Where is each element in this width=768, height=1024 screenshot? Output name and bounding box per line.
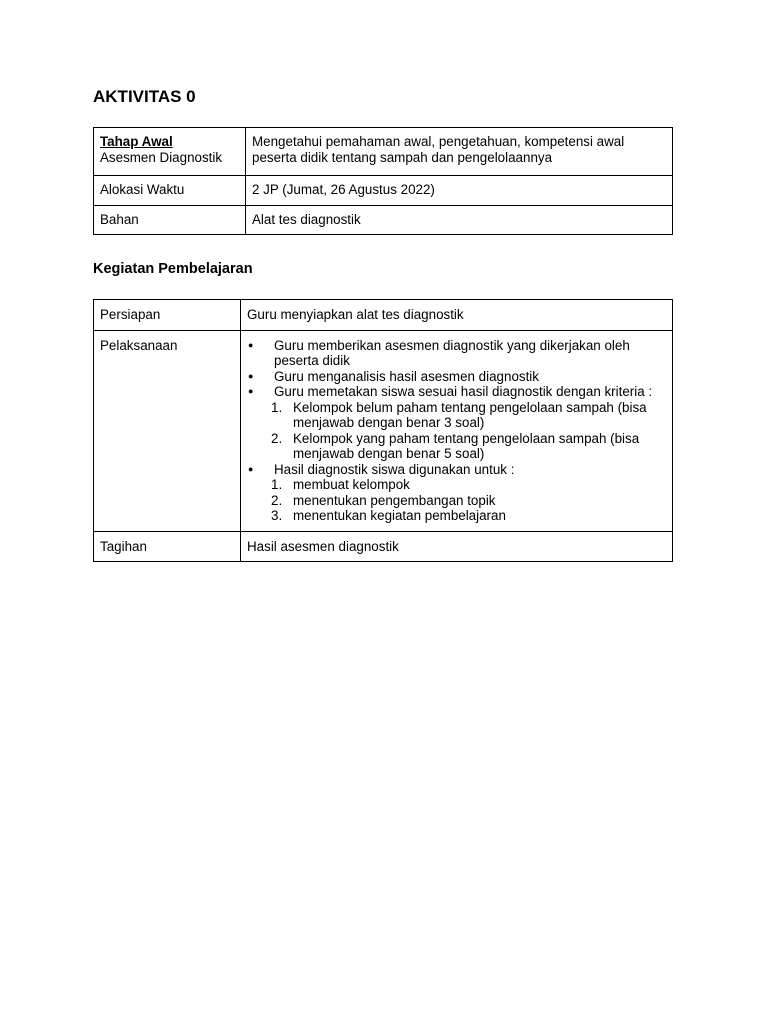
stage-cell (94, 128, 246, 176)
row-label: Persiapan (94, 300, 241, 331)
row-value: 2 JP (Jumat, 26 Agustus 2022) (246, 176, 673, 206)
info-table (93, 127, 673, 235)
table-row (94, 128, 673, 176)
row-label: Tagihan (94, 531, 241, 562)
row-value: Hasil asesmen diagnostik (241, 531, 673, 562)
table-row (94, 531, 673, 562)
list-item (271, 430, 666, 462)
list-number: 1. (271, 477, 283, 492)
stage-description: Mengetahui pemahaman awal, pengetahuan, kompetensi awal peserta didik tentang sampah dan pengelolaannya (246, 128, 673, 176)
numbered-list (271, 399, 666, 462)
list-item-text: Kelompok belum paham tentang pengelolaan sampah (bisa menjawab dengan benar 3 soal) (293, 399, 647, 430)
row-label: Bahan (94, 205, 246, 235)
stage-sub: Asesmen Diagnostik (100, 149, 223, 165)
list-item-text: Guru memberikan asesmen diagnostik yang dikerjakan oleh peserta didik (274, 337, 630, 368)
list-item (271, 492, 666, 509)
list-item-text: menentukan pengembangan topik (293, 492, 496, 508)
list-item-text: menentukan kegiatan pembelajaran (293, 508, 506, 523)
page-title: AKTIVITAS 0 (93, 87, 196, 106)
numbered-list (271, 477, 666, 524)
list-item-text: Kelompok yang paham tentang pengelolaan sampah (bisa menjawab dengan benar 5 soal) (293, 430, 640, 461)
table-row (94, 205, 673, 235)
list-item (247, 462, 666, 524)
table-row (94, 300, 673, 331)
table-row (94, 176, 673, 206)
list-item-text: Guru memetakan siswa sesuai hasil diagnostik dengan kriteria : (274, 384, 653, 399)
list-number: 2. (271, 492, 283, 508)
list-item-text: membuat kelompok (293, 477, 410, 492)
list-item (247, 384, 666, 462)
list-item-text: Hasil diagnostik siswa digunakan untuk : (274, 461, 515, 477)
section-title: Kegiatan Pembelajaran (93, 261, 253, 277)
list-number: 3. (271, 508, 283, 523)
activity-table (93, 299, 673, 562)
list-item (271, 399, 666, 431)
table-row (94, 330, 673, 531)
list-item (247, 369, 666, 385)
pelaksanaan-cell (241, 330, 673, 531)
row-value: Guru menyiapkan alat tes diagnostik (241, 300, 673, 331)
list-item-text: Guru menganalisis hasil asesmen diagnostik (274, 368, 539, 384)
row-value: Alat tes diagnostik (246, 205, 673, 235)
list-number: 1. (271, 399, 283, 415)
list-number: 2. (271, 430, 283, 446)
bullet-list (247, 338, 666, 524)
list-item (271, 477, 666, 493)
list-item (271, 508, 666, 524)
row-label: Alokasi Waktu (94, 176, 246, 206)
list-item (247, 338, 666, 369)
row-label: Pelaksanaan (94, 330, 241, 531)
stage-name: Tahap Awal (100, 134, 173, 149)
